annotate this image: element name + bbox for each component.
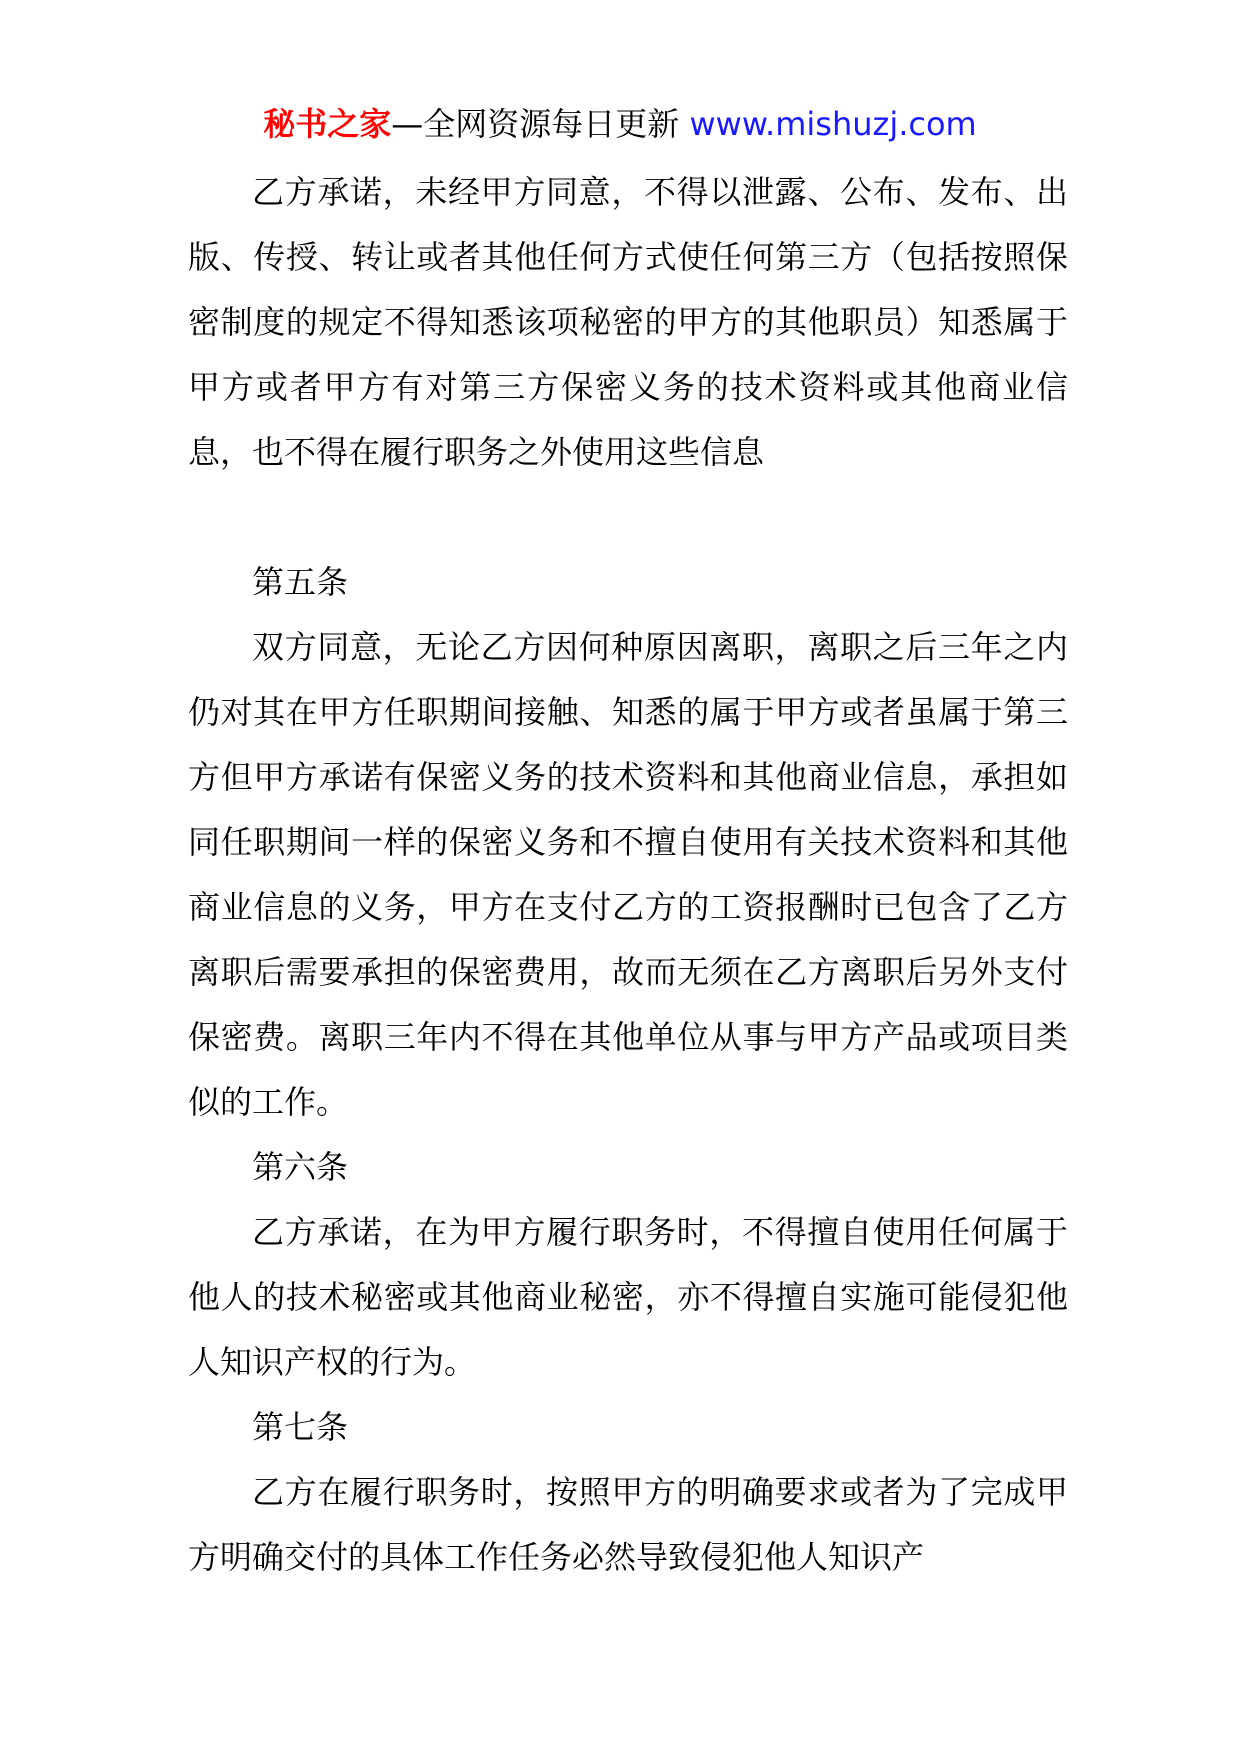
site-url-link[interactable]: www.mishuzj.com <box>689 105 977 143</box>
site-brand: 秘书之家 <box>263 105 392 143</box>
article-heading-5: 第五条 <box>252 563 349 601</box>
site-tagline: —全网资源每日更新 <box>391 105 690 143</box>
paragraph-article-7: 乙方在履行职务时，按照甲方的明确要求或者为了完成甲方明确交付的具体工作任务必然导致侵犯他人知识产 <box>188 1473 1068 1576</box>
article-heading-7: 第七条 <box>252 1408 349 1446</box>
article-heading-6: 第六条 <box>252 1148 349 1186</box>
document-body <box>188 160 1068 1590</box>
site-header <box>0 102 1240 146</box>
paragraph-article-6: 乙方承诺，在为甲方履行职务时，不得擅自使用任何属于他人的技术秘密或其他商业秘密，亦不得擅自实施可能侵犯他人知识产权的行为。 <box>188 1213 1068 1381</box>
paragraph-confidentiality-promise: 乙方承诺，未经甲方同意，不得以泄露、公布、发布、出版、传授、转让或者其他任何方式使任何第三方（包括按照保密制度的规定不得知悉该项秘密的甲方的其他职员）知悉属于甲方或者甲方有对第三方保密义务的技术资料或其他商业信息，也不得在履行职务之外使用这些信息 <box>188 173 1068 471</box>
paragraph-article-5: 双方同意，无论乙方因何种原因离职，离职之后三年之内仍对其在甲方任职期间接触、知悉的属于甲方或者虽属于第三方但甲方承诺有保密义务的技术资料和其他商业信息，承担如同任职期间一样的保密义务和不擅自使用有关技术资料和其他商业信息的义务，甲方在支付乙方的工资报酬时已包含了乙方离职后需要承担的保密费用，故而无须在乙方离职后另外支付保密费。离职三年内不得在其他单位从事与甲方产品或项目类似的工作。 <box>188 628 1068 1121</box>
